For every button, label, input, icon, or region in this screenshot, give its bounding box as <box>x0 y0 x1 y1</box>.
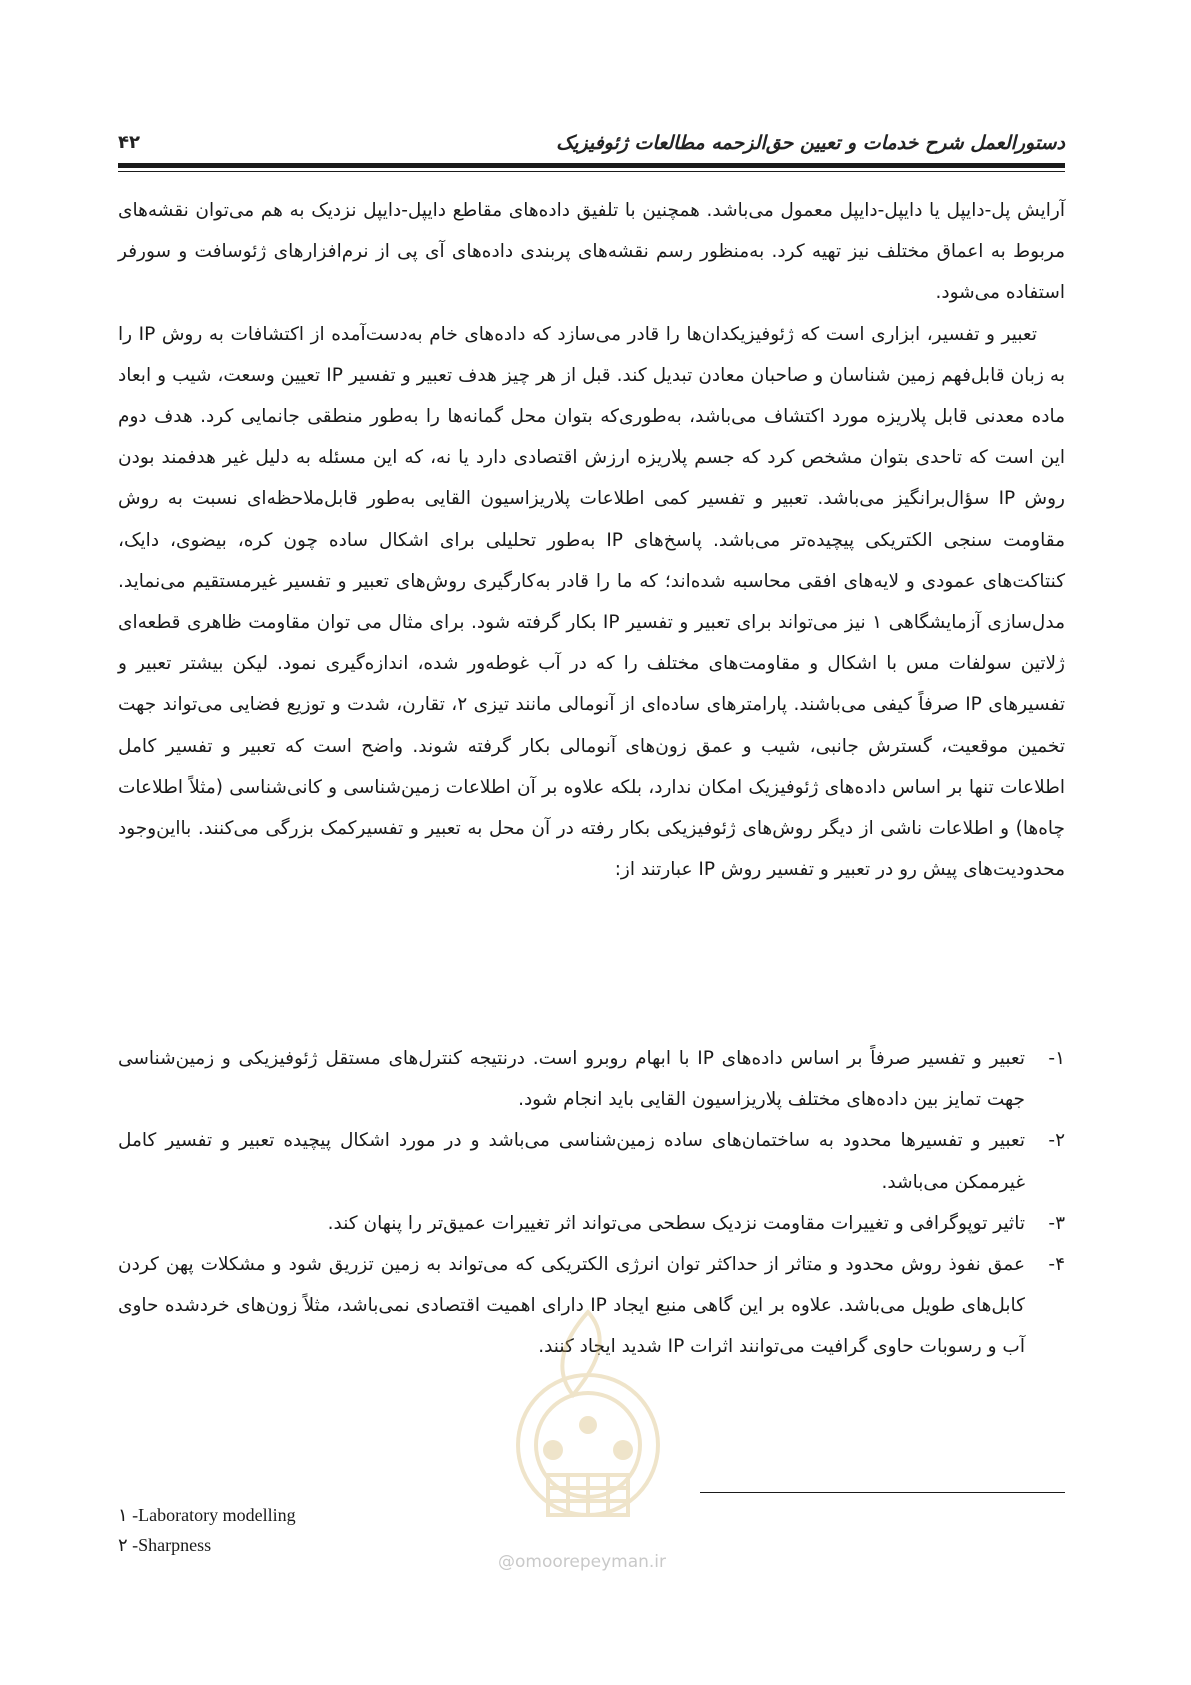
paragraph-2: تعبیر و تفسیر، ابزاری است که ژئوفیزیکدان‌ها را قادر می‌سازد که داده‌های خام به‌دست‌آمده از اکتشافات به روش IP را به زبان قابل‌فهم زمین شناسان و صاحبان معادن تبدیل کند. قبل از هر چیز هدف تعبیر و تفسیر IP تعیین وسعت، شیب و ابعاد ماده معدنی قابل پلاریزه مورد اکتشاف می‌باشد، به‌طوری‌که بتوان محل گمانه‌ها را به‌طور منطقی جانمایی کرد. هدف دوم این است که تاحدی بتوان مشخص کرد که جسم پلاریزه ارزش اقتصادی دارد یا نه، که این مسئله به دلیل غیر هدفمند بودن روش IP سؤال‌برانگیز می‌باشد. تعبیر و تفسیر کمی اطلاعات پلاریزاسیون القایی به‌طور قابل‌ملاحظه‌ای نسبت به روش مقاومت سنجی الکتریکی پیچیده‌تر می‌باشد. پاسخ‌های IP به‌طور تحلیلی برای اشکال ساده چون کره، بیضوی، دایک، کنتاکت‌های عمودی و لایه‌های افقی محاسبه شده‌اند؛ که ما را قادر به‌کارگیری روش‌های تعبیر و تفسیر غیرمستقیم می‌نماید. مدل‌سازی آزمایشگاهی ۱ نیز می‌تواند برای تعبیر و تفسیر IP بکار گرفته شود. برای مثال می توان مقاومت ظاهری قطعه‌ای ژلاتین سولفات مس با اشکال و مقاومت‌های مختلف را که در آب غوطه‌ور شده، اندازه‌گیری نمود. لیکن بیشتر تعبیر و تفسیرهای IP صرفاً کیفی می‌باشند. پارامترهای ساده‌ای از آنومالی مانند تیزی ۲، تقارن، شدت و توزیع فضایی می‌تواند جهت تخمین موقعیت، گسترش جانبی، شیب و عمق زون‌های آنومالی بکار گرفته شوند. واضح است که تعبیر و تفسیر کامل اطلاعات تنها بر اساس داده‌های ژئوفیزیک امکان ندارد، بلکه علاوه بر آن اطلاعات زمین‌شناسی و کانی‌شناسی (مثلاً اطلاعات چاه‌ها) و اطلاعات ناشی از دیگر روش‌های ژئوفیزیکی بکار رفته در آن محل به تعبیر و تفسیرکمک بزرگی می‌کنند. بااین‌وجود محدودیت‌های پیش رو در تعبیر و تفسیر روش IP عبارتند از: <box>118 323 1065 881</box>
header-title: دستورالعمل شرح خدمات و تعیین حق‌الزحمه مطالعات ژئوفیزیک <box>556 132 1065 154</box>
list-number: ۳- <box>1048 1212 1065 1234</box>
page-number: ۴۲ <box>118 132 140 153</box>
list-text: تعبیر و تفسیرها محدود به ساختمان‌های ساده زمین‌شناسی می‌باشد و در مورد اشکال پیچیده تعبیر و تفسیر کامل غیرممکن می‌باشد. <box>118 1130 1025 1193</box>
list-number: ۴- <box>1048 1254 1065 1276</box>
footnote-1: ۱ -Laboratory modelling <box>118 1505 296 1525</box>
list-item <box>118 1120 1065 1202</box>
body-text <box>118 190 1065 890</box>
list-text: تاثیر توپوگرافی و تغییرات مقاومت نزدیک سطحی می‌تواند اثر تغییرات عمیق‌تر را پنهان کند. <box>327 1212 1025 1234</box>
list-text: عمق نفوذ روش محدود و متاثر از حداکثر توان انرژی الکتریکی که می‌تواند به زمین تزریق شود و مشکلات پهن کردن کابل‌های طویل می‌باشد. علاوه بر این گاهی منبع ایجاد IP دارای اهمیت اقتصادی نمی‌باشد، مثلاً زون‌های خردشده حاوی آب و رسوبات حاوی گرافیت می‌توانند اثرات IP شدید ایجاد کنند. <box>118 1254 1025 1358</box>
header-rule-thick <box>118 163 1065 168</box>
watermark-url: @omoorepeyman.ir <box>498 1552 667 1572</box>
list-number: ۲- <box>1048 1130 1065 1152</box>
header-rule-thin <box>118 171 1065 172</box>
page-header <box>118 132 1065 156</box>
list-number: ۱- <box>1048 1048 1065 1069</box>
footnote-2: ۲ -Sharpness <box>118 1535 212 1555</box>
paragraph-1: آرایش پل-دایپل یا دایپل-دایپل معمول می‌باشد. همچنین با تلفیق داده‌های مقاطع دایپل-دایپل نزدیک به هم می‌توان نقشه‌های مربوط به اعماق مختلف نیز تهیه کرد. به‌منظور رسم نقشه‌های پربندی داده‌های آی پی از نرم‌افزارهای ژئوسافت و سورفر استفاده می‌شود. <box>118 200 1065 304</box>
list-item <box>118 1203 1065 1244</box>
footnote-rule <box>700 1492 1065 1493</box>
list-item <box>118 1038 1065 1120</box>
footnotes <box>118 1500 1065 1560</box>
list-text: تعبیر و تفسیر صرفاً بر اساس داده‌های IP با ابهام روبرو است. درنتیجه کنترل‌های مستقل ژئوفیزیکی و زمین‌شناسی جهت تمایز بین داده‌های مختلف پلاریزاسیون القایی باید انجام شود. <box>118 1048 1025 1111</box>
watermark-logo-icon <box>493 1300 683 1530</box>
